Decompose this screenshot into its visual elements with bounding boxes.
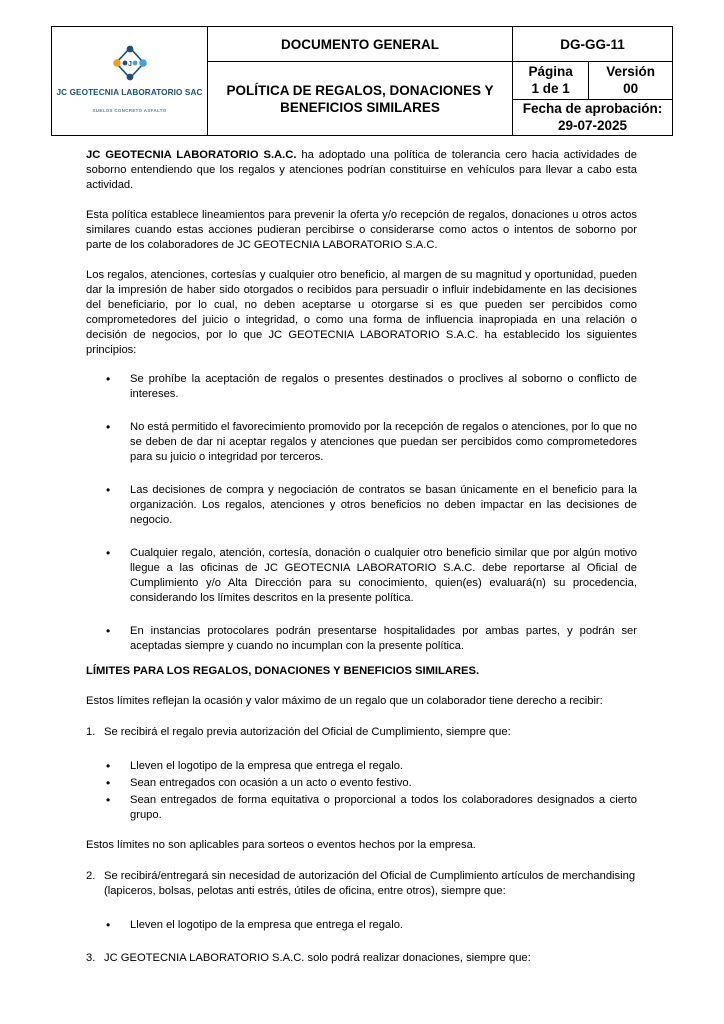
principle-item: • Se prohíbe la aceptación de regalos o presentes destinados o proclives al soborno o conflicto de intereses.	[86, 372, 637, 402]
item-number: 1.	[86, 726, 96, 738]
version-label: Versión	[606, 64, 655, 80]
logo-emblem-icon	[108, 44, 152, 82]
page-label: Página	[528, 64, 573, 80]
principle-item: • Las decisiones de compra y negociación de contratos se basan únicamente en el beneficio para la organización. Los regalos, atenciones y otros beneficios no deben impactar en las decisiones de negocio.	[86, 483, 637, 528]
document-header-table	[51, 26, 673, 136]
condition-item: • Sean entregados de forma equitativa o proporcional a todos los colaboradores designados a cierto grupo.	[86, 793, 637, 823]
page-value: 1 de 1	[531, 81, 570, 97]
intro-text: ha adoptado una política de tolerancia cero hacia actividades de soborno entendiendo que los regalos y atenciones podrían constituirse en vehículos para llevar a cabo esta actividad.	[86, 149, 637, 191]
limits-intro: Estos límites reflejan la ocasión y valor máximo de un regalo que un colaborador tiene derecho a recibir:	[86, 695, 603, 707]
meta-cell	[513, 62, 673, 136]
condition-item: • Sean entregados con ocasión a un acto o evento festivo.	[86, 776, 637, 791]
principle-item: • No está permitido el favorecimiento promovido por la recepción de regalos o atenciones, por lo que no se deben de dar ni aceptar regalos y atenciones que puedan ser percibidos como comprometedores para su juicio o integridad por terceros.	[86, 420, 637, 465]
limits-note: Estos límites no son aplicables para sorteos o eventos hechos por la empresa.	[86, 839, 476, 851]
logo-cell	[52, 27, 208, 136]
item-number: 2.	[86, 870, 96, 882]
doc-code-cell: DG-GG-11	[513, 27, 673, 62]
doc-title-cell: POLÍTICA DE REGALOS, DONACIONES Y BENEFICIOS SIMILARES	[208, 62, 513, 136]
page-info	[513, 62, 589, 99]
item-text: Se recibirá el regalo previa autorización del Oficial de Cumplimiento, siempre que:	[104, 726, 511, 738]
logo-tagline: SUELOS CONCRETO ASFALTO	[92, 107, 167, 113]
numbered-item-1	[86, 725, 637, 740]
company-logo	[52, 44, 207, 119]
item-number: 3.	[86, 952, 96, 964]
approval-label: Fecha de aprobación:	[522, 101, 663, 117]
document-body	[86, 148, 637, 981]
logo-company-name: JC GEOTECNIA LABORATORIO SAC	[56, 87, 203, 97]
limits-heading: LÍMITES PARA LOS REGALOS, DONACIONES Y BENEFICIOS SIMILARES.	[86, 665, 480, 677]
item1-conditions-list	[86, 759, 637, 823]
meta-subtable	[513, 62, 672, 135]
doc-type-cell: DOCUMENTO GENERAL	[208, 27, 513, 62]
condition-item: • Lleven el logotipo de la empresa que entrega el regalo.	[86, 918, 637, 933]
intro-paragraph	[86, 148, 637, 193]
version-value: 00	[623, 81, 639, 97]
approval-date: 29-07-2025	[557, 118, 628, 134]
item-text: JC GEOTECNIA LABORATORIO S.A.C. solo podrá realizar donaciones, siempre que:	[104, 952, 531, 964]
numbered-item-3	[86, 951, 637, 966]
svg-text:J: J	[127, 60, 132, 68]
principle-item: • En instancias protocolares podrán presentarse hospitalidades por ambas partes, y podrán ser aceptadas siempre y cuando no incumplan con la presente política.	[86, 624, 637, 654]
company-name-bold: JC GEOTECNIA LABORATORIO S.A.C.	[86, 149, 297, 161]
principle-item: • Cualquier regalo, atención, cortesía, donación o cualquier otro beneficio similar que por algún motivo llegue a las oficinas de JC GEOTECNIA LABORATORIO S.A.C. debe reportarse al Oficial de Cumplimiento y/o Alta Dirección para su conocimiento, quien(es) evaluará(n) su procedencia, considerando los límites descritos en la presente política.	[86, 546, 637, 606]
item-text: Se recibirá/entregará sin necesidad de autorización del Oficial de Cumplimiento artículos de merchandising (lapiceros, bolsas, pelotas anti estrés, útiles de oficina, entre otros), siempre que:	[104, 870, 636, 897]
numbered-item-2	[86, 869, 637, 899]
scope-paragraph: Esta política establece lineamientos para prevenir la oferta y/o recepción de regalos, donaciones u otros actos similares cuando estas acciones pudieran percibirse o considerarse como actos o intentos de soborno por parte de los colaboradores de JC GEOTECNIA LABORATORIO S.A.C.	[86, 209, 637, 251]
approval-info	[513, 99, 672, 135]
principles-list	[86, 372, 637, 654]
version-info	[589, 62, 672, 99]
condition-item: • Lleven el logotipo de la empresa que entrega el regalo.	[86, 759, 637, 774]
rationale-paragraph: Los regalos, atenciones, cortesías y cualquier otro beneficio, al margen de su magnitud y oportunidad, pueden dar la impresión de haber sido otorgados o recibidos para persuadir o influir indebidamente en las decisiones del beneficiario, por lo cual, no deben aceptarse u otorgarse si es que pueden ser percibidos como comprometedores del juicio o integridad, o como una forma de influencia inapropiada en una relación o decisión de negocios, por lo que JC GEOTECNIA LABORATORIO S.A.C. ha establecido los siguientes principios:	[86, 269, 637, 356]
item2-conditions-list	[86, 918, 637, 933]
